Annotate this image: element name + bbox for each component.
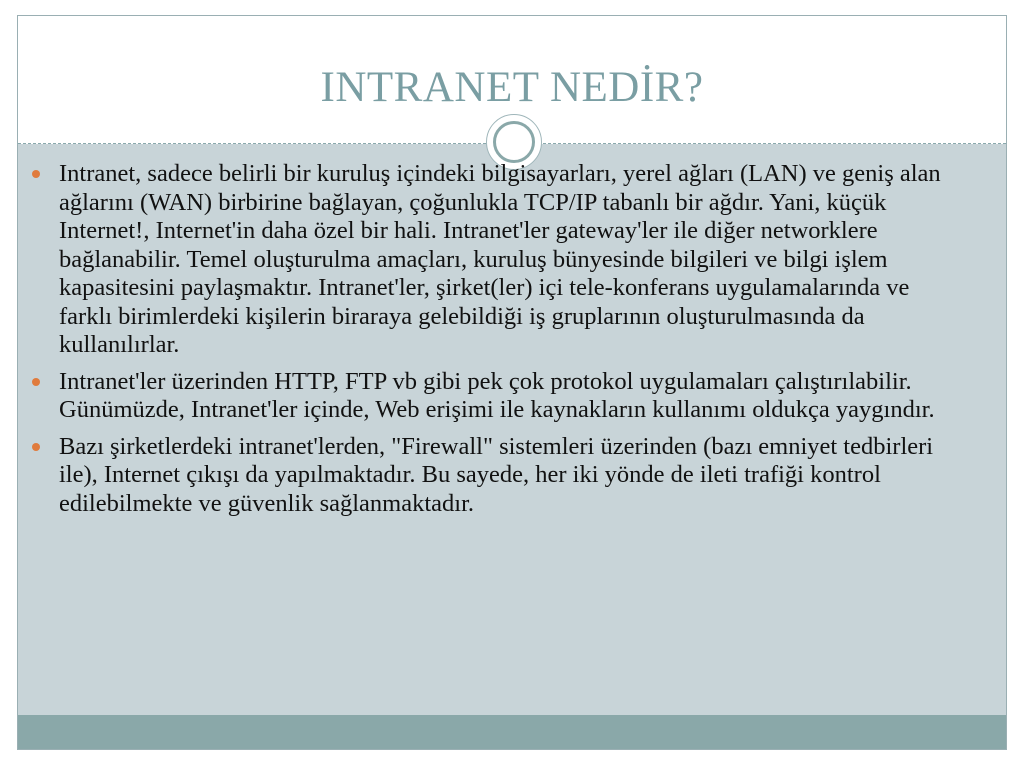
slide-title: INTRANET NEDİR?: [320, 64, 704, 111]
bullet-text: Intranet'ler üzerinden HTTP, FTP vb gibi pek çok protokol uygulamaları çalıştırılabilir. Günümüzde, Intranet'ler içinde, Web erişimi ile kaynakların kullanımı oldukça yaygındır.: [59, 367, 935, 423]
bullet-text: Intranet, sadece belirli bir kuruluş içindeki bilgisayarları, yerel ağları (LAN) ve geniş alan ağlarını (WAN) birbirine bağlayan, çoğunlukla TCP/IP tabanlı bir ağdır. Yani, küçük Internet!, Internet'in daha özel bir hali. Intranet'ler gateway'ler ile diğer networklere bağlanabilir. Temel oluşturulma amaçları, kuruluş bünyesinde bilgileri ve bilgi işlem kapasitesini paylaşmaktır. Intranet'ler, şirket(ler) içi tele-konferans uygulamalarında ve farklı birimlerdeki kişilerin biraraya gelebildiği iş gruplarının oluşturulmasında da kullanılırlar.: [59, 160, 941, 358]
circle-bullet-icon: [32, 443, 40, 451]
bullet-item: [30, 368, 950, 425]
footer-band: [18, 715, 1006, 749]
bullet-item: [30, 433, 950, 519]
bullet-text: Bazı şirketlerdeki intranet'lerden, "Firewall" sistemleri üzerinden (bazı emniyet tedbirleri ile), Internet çıkışı da yapılmaktadır. Bu sayede, her iki yönde de ileti trafiği kontrol edilebilmekte ve güvenlik sağlanmaktadır.: [59, 432, 934, 517]
circle-bullet-icon: [32, 170, 40, 178]
circle-bullet-icon: [32, 378, 40, 386]
bullet-list: [30, 160, 950, 526]
bullet-item: [30, 160, 950, 360]
